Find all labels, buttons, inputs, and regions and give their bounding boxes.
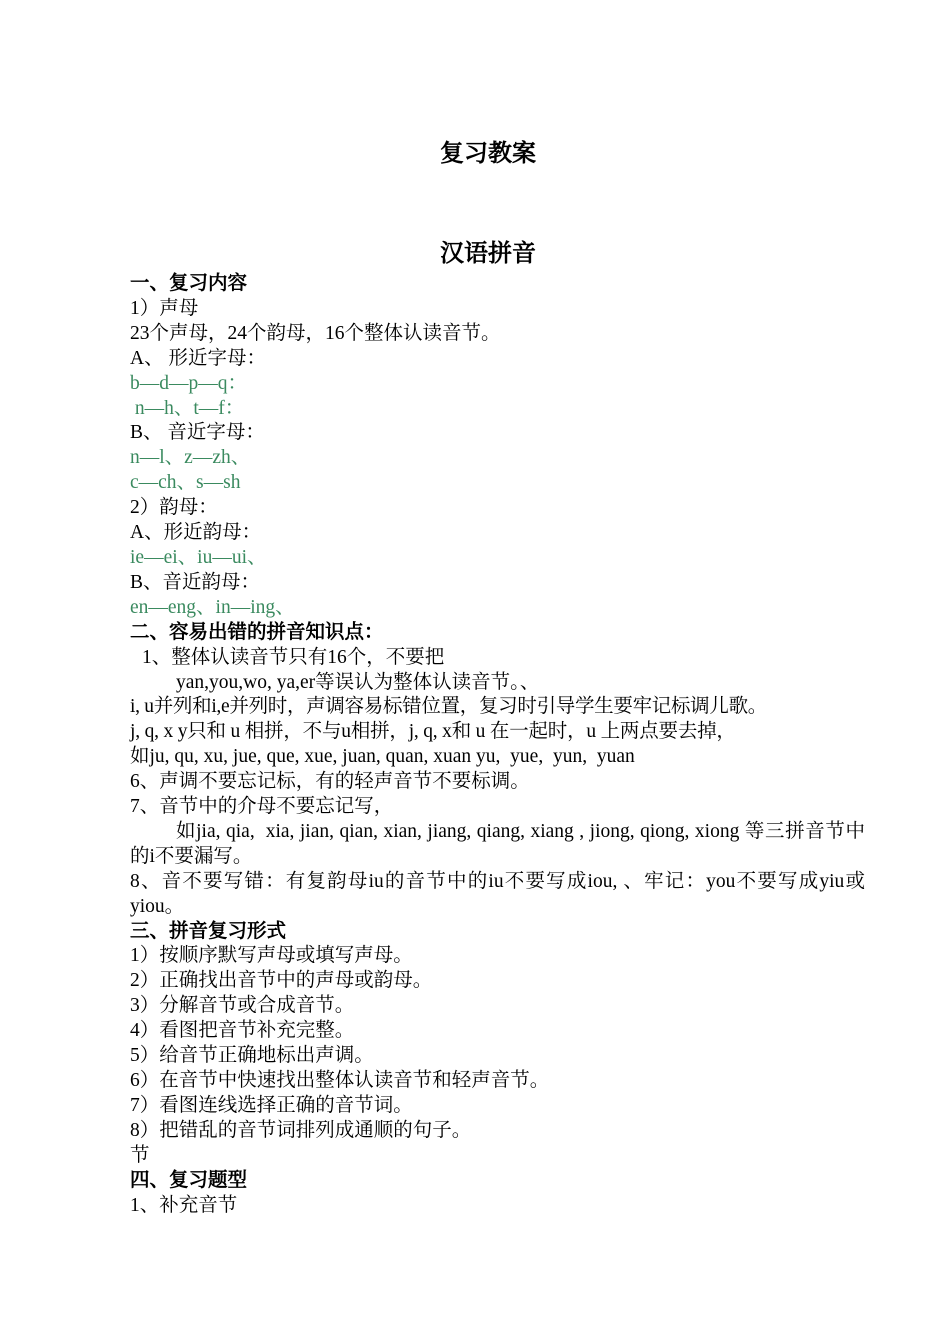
text-line: B、音近韵母： — [130, 571, 261, 593]
document-subtitle: 汉语拼音 — [440, 241, 536, 267]
section-heading-2: 二、容易出错的拼音知识点： — [130, 621, 384, 643]
text-line: yan,you,wo, ya,er等误认为整体认读音节。、 — [176, 671, 540, 693]
text-paragraph: 如jia, qia, xia, jian, qian, xian, jiang, qiang, xiang , jiong, qiong, xiong 等三拼音节中的i不要漏写。 — [130, 820, 865, 867]
text-line: 7、音节中的介母不要忘记写， — [130, 796, 394, 818]
text-line: 1）声母 — [130, 297, 199, 319]
highlight-line: c—ch、s—sh — [130, 472, 241, 494]
text-line: A、形近韵母： — [130, 522, 262, 544]
list-item: 4）看图把音节补充完整。 — [130, 1020, 355, 1042]
highlight-line: en—eng、in—ing、 — [130, 596, 295, 618]
list-item: 1）按顺序默写声母或填写声母。 — [130, 945, 413, 967]
text-line: A、 形近字母： — [130, 347, 266, 369]
text-line: i, u并列和i,e并列时，声调容易标错位置，复习时引导学生要牢记标调儿歌。 — [130, 696, 767, 718]
section-heading-4: 四、复习题型 — [130, 1169, 248, 1191]
list-item: 5）给音节正确地标出声调。 — [130, 1045, 374, 1067]
text-line: 1、整体认读音节只有16个，不要把 — [142, 646, 445, 668]
text-line: 23个声母，24个韵母，16个整体认读音节。 — [130, 322, 501, 344]
highlight-line: n—l、z—zh、 — [130, 447, 251, 469]
text-line: B、 音近字母： — [130, 422, 265, 444]
document-body — [130, 272, 865, 1218]
text-line: 6、声调不要忘记标，有的轻声音节不要标调。 — [130, 771, 530, 793]
highlight-line: ie—ei、iu—ui、 — [130, 546, 267, 568]
list-item: 2）正确找出音节中的声母或韵母。 — [130, 970, 433, 992]
section-heading-3: 三、拼音复习形式 — [130, 920, 287, 942]
text-line: 1、补充音节 — [130, 1194, 238, 1216]
text-line: j, q, x y只和 u 相拼，不与u相拼，j, q, x和 u 在一起时，u 上两点要去掉， — [130, 721, 736, 743]
section-heading-1: 一、复习内容 — [130, 273, 248, 294]
list-item: 7）看图连线选择正确的音节词。 — [130, 1094, 413, 1116]
text-line: 节 — [130, 1144, 150, 1166]
text-paragraph: 8、音不要写错：有复韵母iu的音节中的iu不要写成iou, 、牢记：you不要写成yiu或yiou。 — [130, 870, 865, 917]
highlight-line: b—d—p—q： — [130, 372, 248, 394]
highlight-line: n—h、t—f： — [130, 397, 245, 419]
document-title: 复习教案 — [440, 141, 536, 167]
list-item: 3）分解音节或合成音节。 — [130, 995, 355, 1017]
text-line: 如ju, qu, xu, jue, que, xue, juan, quan, xuan yu, yue, yun, yuan — [130, 746, 635, 768]
list-item: 8）把错乱的音节词排列成通顺的句子。 — [130, 1119, 472, 1141]
text-line: 2）韵母： — [130, 497, 218, 519]
list-item: 6）在音节中快速找出整体认读音节和轻声音节。 — [130, 1070, 550, 1091]
